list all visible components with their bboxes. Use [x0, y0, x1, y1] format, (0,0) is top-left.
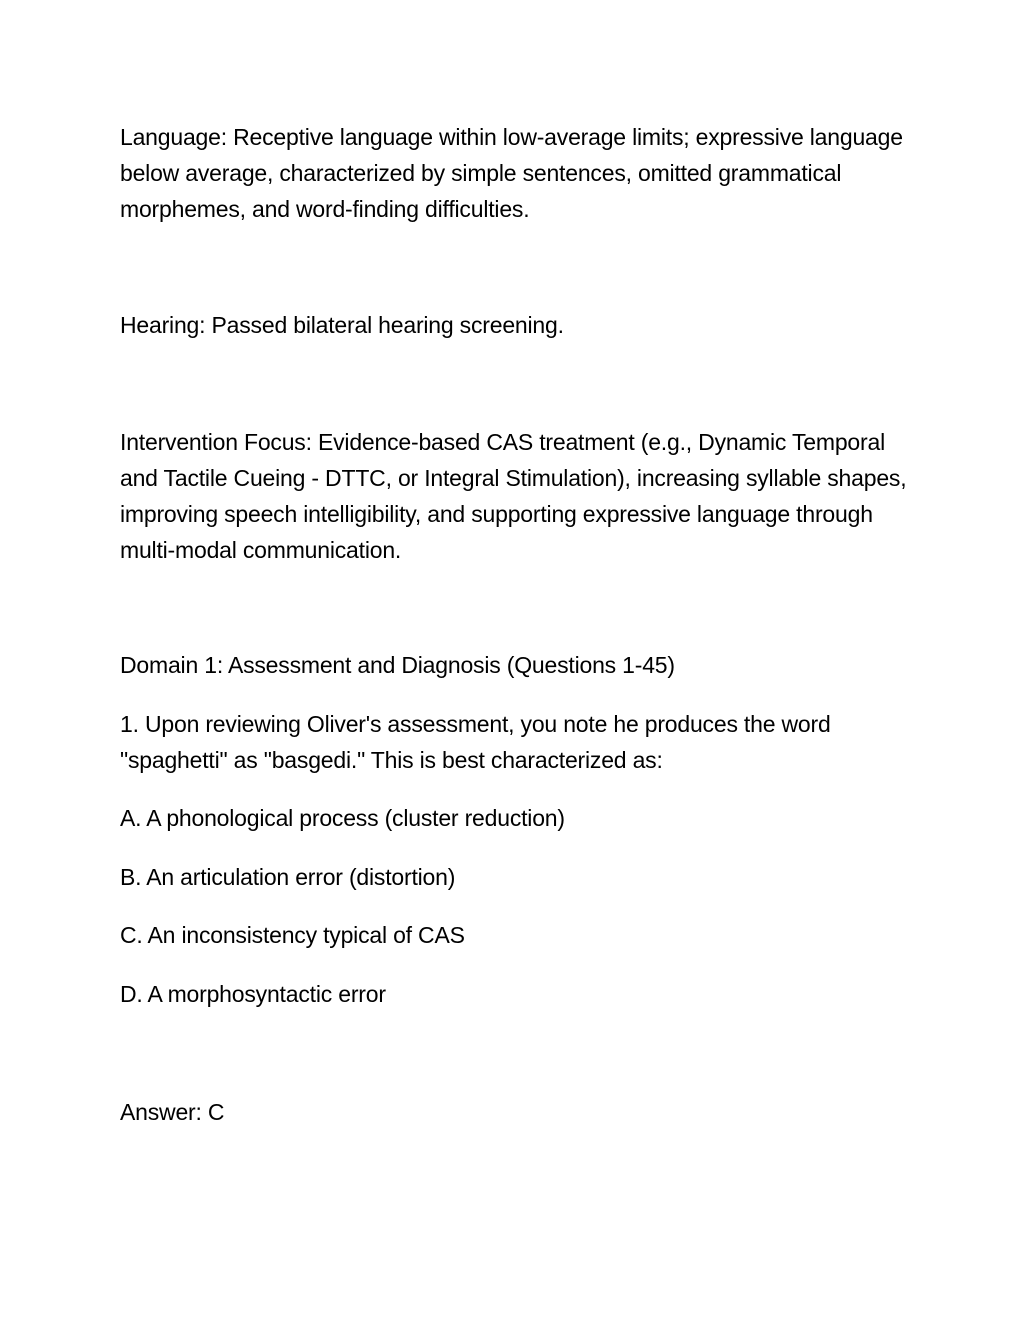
hearing-paragraph: Hearing: Passed bilateral hearing screening.: [120, 312, 564, 338]
option-b: B. An articulation error (distortion): [120, 864, 456, 890]
answer-line: Answer: C: [120, 1099, 225, 1125]
option-d: D. A morphosyntactic error: [120, 981, 386, 1007]
option-a: A. A phonological process (cluster reduction): [120, 805, 565, 831]
language-paragraph: Language: Receptive language within low-average limits; expressive language below average, characterized by simple sentences, omitted grammatical morphemes, and word-finding difficulties.: [120, 124, 903, 222]
domain-heading: Domain 1: Assessment and Diagnosis (Questions 1-45): [120, 652, 675, 678]
intervention-paragraph: Intervention Focus: Evidence-based CAS treatment (e.g., Dynamic Temporal and Tactile Cueing - DTTC, or Integral Stimulation), increasing syllable shapes, improving speech intelligibility, and supporting expressive language through multi-modal communication.: [120, 429, 907, 563]
question-stem: 1. Upon reviewing Oliver's assessment, you note he produces the word "spaghetti" as "basgedi." This is best characterized as:: [120, 711, 831, 773]
option-c: C. An inconsistency typical of CAS: [120, 922, 465, 948]
